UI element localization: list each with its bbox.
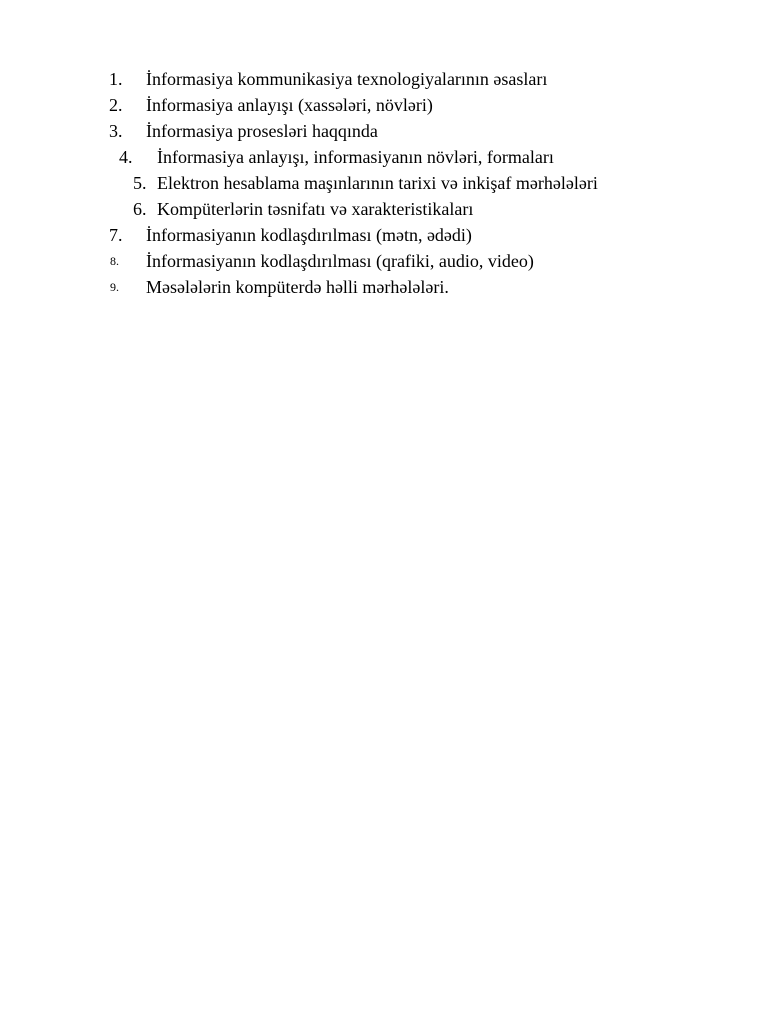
list-item-number: 6. bbox=[133, 199, 147, 219]
list-item bbox=[0, 92, 768, 118]
list-item bbox=[0, 222, 768, 248]
list-item bbox=[0, 170, 768, 196]
list-item-text: Məsələlərin kompüterdə həlli mərhələləri. bbox=[146, 277, 449, 297]
list-item bbox=[0, 196, 768, 222]
list-item bbox=[0, 144, 768, 170]
topic-list bbox=[0, 66, 768, 300]
list-item-text: İnformasiya anlayışı, informasiyanın növləri, formaları bbox=[157, 147, 554, 167]
list-item-number: 8. bbox=[110, 254, 119, 268]
list-item-text: Kompüterlərin təsnifatı və xarakteristikaları bbox=[157, 199, 474, 219]
list-item-text: İnformasiyanın kodlaşdırılması (mətn, ədədi) bbox=[146, 225, 472, 245]
list-item bbox=[0, 248, 768, 274]
list-item-number: 9. bbox=[110, 280, 119, 294]
list-item-text: İnformasiya anlayışı (xassələri, növləri) bbox=[146, 95, 433, 115]
list-item-text: İnformasiyanın kodlaşdırılması (qrafiki, audio, video) bbox=[146, 251, 534, 271]
list-item-number: 7. bbox=[109, 225, 123, 245]
list-item-text: İnformasiya kommunikasiya texnologiyalarının əsasları bbox=[146, 69, 548, 89]
list-item bbox=[0, 66, 768, 92]
list-item bbox=[0, 118, 768, 144]
list-item-number: 1. bbox=[109, 69, 123, 89]
list-item-text: İnformasiya prosesləri haqqında bbox=[146, 121, 378, 141]
list-item bbox=[0, 274, 768, 300]
list-item-text: Elektron hesablama maşınlarının tarixi və inkişaf mərhələləri bbox=[157, 173, 598, 193]
list-item-number: 4. bbox=[119, 147, 133, 167]
list-item-number: 5. bbox=[133, 173, 147, 193]
list-item-number: 3. bbox=[109, 121, 123, 141]
list-item-number: 2. bbox=[109, 95, 123, 115]
